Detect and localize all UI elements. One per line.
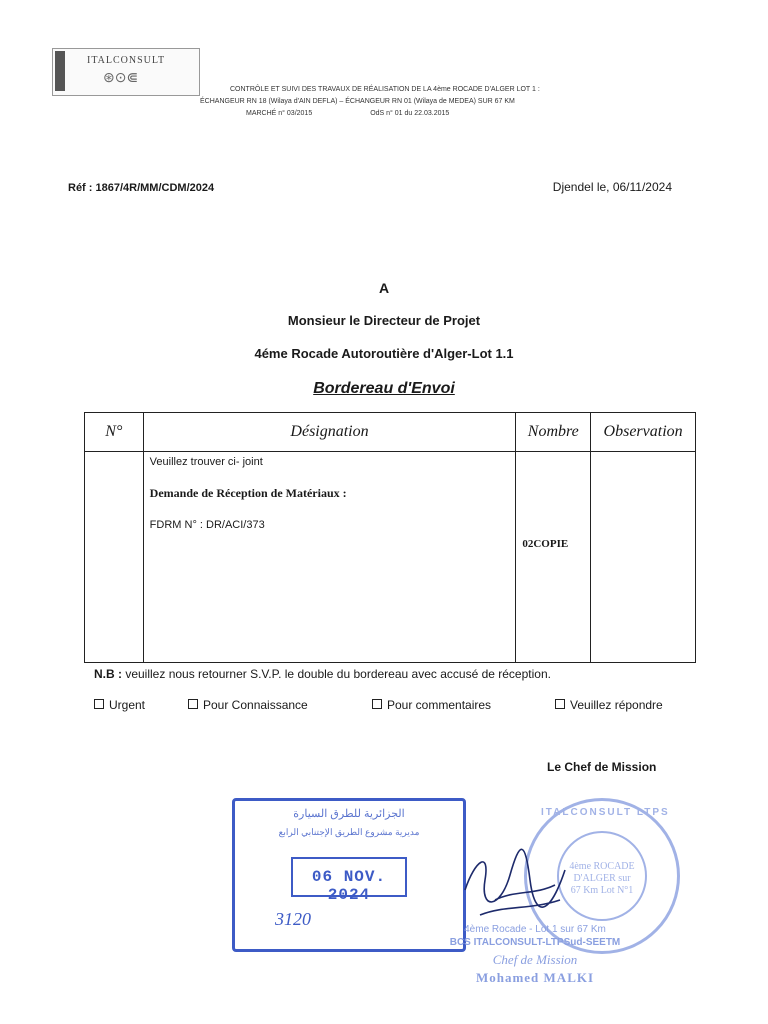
signature-role: Chef de Mission [492,952,578,967]
designation-reference: FDRM N° : DR/ACI/373 [149,519,265,531]
cell-nombre [516,452,591,663]
header-observation: Observation [591,413,696,452]
note-text: veuillez nous retourner S.V.P. le double du bordereau avec accusé de réception. [122,667,551,681]
designation-main: Demande de Réception de Matériaux : [149,486,347,500]
option-veuillez-repondre[interactable] [555,698,663,712]
signature-line-2: BCS ITALCONSULT-LTPSud-SEETM [449,937,621,948]
reception-stamp [232,798,466,952]
addressee-director: Monsieur le Directeur de Projet [287,313,481,328]
stamp-number: 3120 [275,909,311,929]
option-pour-commentaires[interactable] [372,698,491,712]
checkbox-icon[interactable] [188,699,198,709]
document-title: Bordereau d'Envoi [313,380,455,397]
option-label: Pour commentaires [387,698,492,712]
items-table [84,412,696,663]
logo-bar [55,51,65,91]
letterhead-line-1: CONTRÔLE ET SUIVI DES TRAVAUX DE RÉALISATION DE LA 4ème ROCADE D'ALGER LOT 1 : [230,86,540,93]
stamp-arabic-line-2: مديرية مشروع الطريق الإجتنابي الرابع [278,827,420,837]
place-date: Djendel le, 06/11/2024 [552,180,672,194]
cell-no [85,452,144,663]
checkbox-icon[interactable] [94,699,104,709]
letterhead-line-2: ÉCHANGEUR RN 18 (Wilaya d'AIN DEFLA) – ÉCHANGEUR RN 01 (Wilaya de MEDEA) SUR 67 KM [200,98,515,105]
option-pour-connaissance[interactable] [188,698,308,712]
marche-number: MARCHÉ n° 03/2015 [246,110,313,117]
logo-mark-icon: ⊛⊙⋐ [103,69,139,85]
seal-center-text: 4ème ROCADE D'ALGER sur 67 Km Lot N°1 [569,861,635,896]
option-label: Pour Connaissance [203,698,308,712]
header-designation: Désignation [143,413,516,452]
reference-number: Réf : 1867/4R/MM/CDM/2024 [68,182,215,194]
seal-ring-text: ITALCONSULT LTPS [541,807,670,818]
letterhead-line-3 [200,108,640,120]
handwritten-signature [455,820,575,930]
addressee-a: A [378,280,390,296]
table-header-row [85,413,696,452]
signature-line-1: 4ème Rocade - Lot 1 sur 67 Km [464,924,606,935]
header-no: N° [85,413,144,452]
checkbox-icon[interactable] [372,699,382,709]
cell-designation [143,452,516,663]
letterhead-title [200,84,640,120]
nombre-value: 02COPIE [522,538,569,550]
ods-number: OdS n° 01 du 22.03.2015 [370,110,450,117]
note-label: N.B : [94,667,122,681]
stamp-date: 06 NOV. 2024 [311,868,387,904]
note [94,667,551,681]
designation-intro: Veuillez trouver ci- joint [149,456,263,468]
signature-name: Mohamed MALKI [475,970,595,985]
stamp-date-box [291,857,407,904]
cell-observation [591,452,696,663]
table-row [85,452,696,663]
signatory-title: Le Chef de Mission [547,760,657,774]
checkbox-icon[interactable] [555,699,565,709]
signature-block [440,924,630,986]
header-nombre: Nombre [516,413,591,452]
addressee-project: 4éme Rocade Autoroutière d'Alger-Lot 1.1 [254,346,514,361]
stamp-arabic-line-1: الجزائرية للطرق السيارة [293,808,405,820]
company-logo [52,48,200,96]
logo-text: ITALCONSULT [87,55,166,66]
option-urgent[interactable] [94,698,145,712]
option-label: Urgent [109,698,146,712]
option-label: Veuillez répondre [570,698,663,712]
